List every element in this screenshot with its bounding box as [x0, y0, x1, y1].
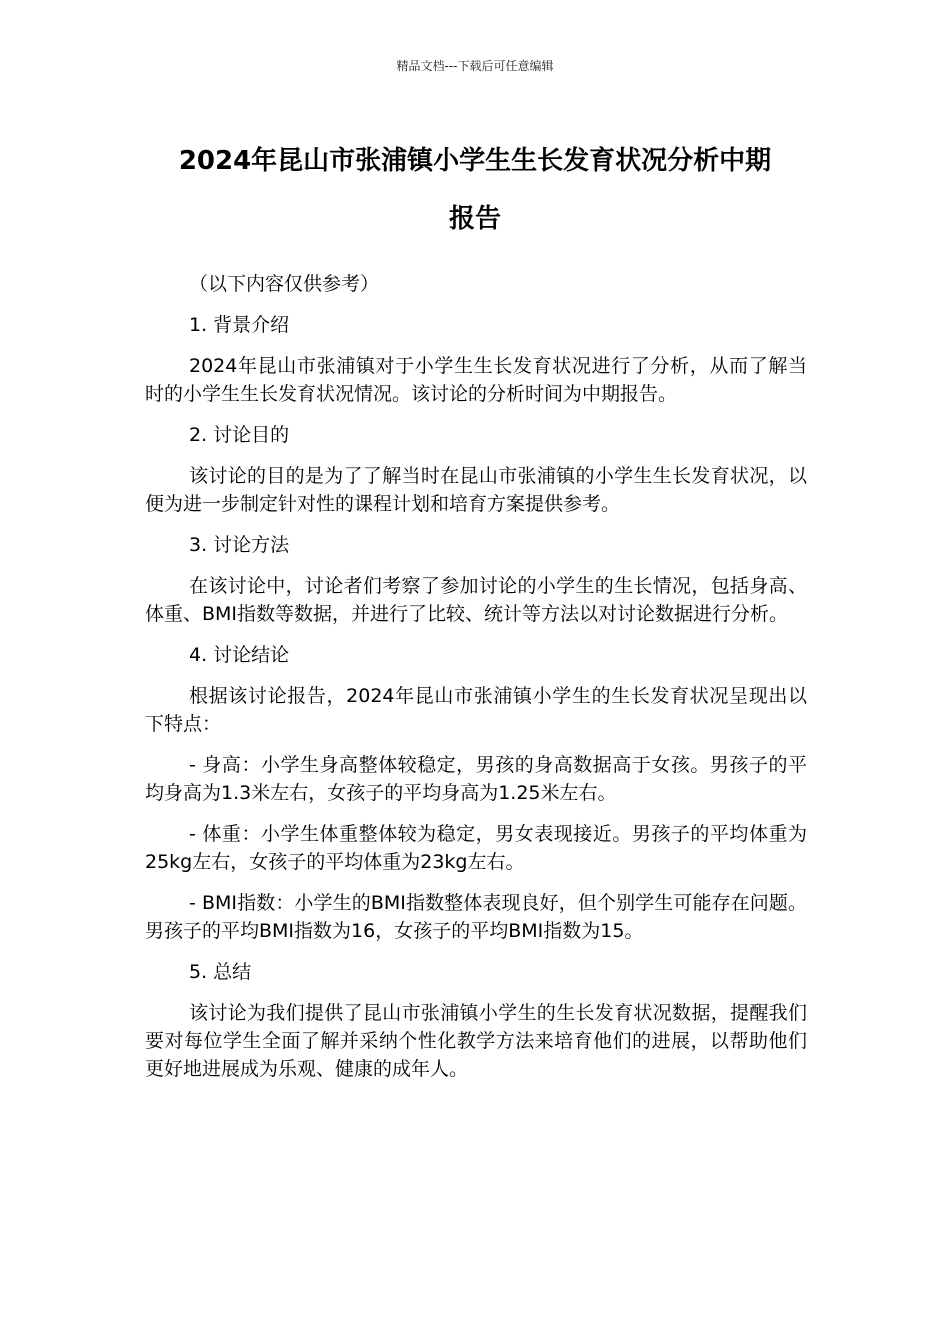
conclusion-weight-item: - 体重：小学生体重整体较为稳定，男女表现接近。男孩子的平均体重为25kg左右，女孩子的平均体重为23kg左右。 [145, 823, 807, 873]
background-paragraph: 2024年昆山市张浦镇对于小学生生长发育状况进行了分析，从而了解当时的小学生生长发育状况情况。该讨论的分析时间为中期报告。 [145, 355, 807, 405]
conclusion-height-item: - 身高：小学生身高整体较稳定，男孩的身高数据高于女孩。男孩子的平均身高为1.3米左右，女孩子的平均身高为1.25米左右。 [145, 754, 807, 804]
purpose-paragraph: 该讨论的目的是为了了解当时在昆山市张浦镇的小学生生长发育状况，以便为进一步制定针对性的课程计划和培育方案提供参考。 [145, 465, 807, 515]
summary-paragraph: 该讨论为我们提供了昆山市张浦镇小学生的生长发育状况数据，提醒我们要对每位学生全面了解并采纳个性化教学方法来培育他们的进展，以帮助他们更好地进展成为乐观、健康的成年人。 [145, 1002, 807, 1080]
document-title-line-1: 2024年昆山市张浦镇小学生生长发育状况分析中期 [178, 146, 772, 176]
section-heading-summary: 5. 总结 [189, 961, 252, 983]
section-heading-conclusion: 4. 讨论结论 [189, 644, 290, 666]
disclaimer-note: （以下内容仅供参考） [189, 273, 380, 295]
section-heading-purpose: 2. 讨论目的 [189, 424, 290, 446]
header-note: 精品文档---下载后可任意编辑 [396, 59, 554, 73]
document-body [145, 270, 807, 1096]
document-title-line-2: 报告 [448, 204, 501, 234]
section-heading-background: 1. 背景介绍 [189, 314, 290, 336]
conclusion-intro-paragraph: 根据该讨论报告，2024年昆山市张浦镇小学生的生长发育状况呈现出以下特点： [145, 685, 807, 735]
section-heading-method: 3. 讨论方法 [189, 534, 290, 556]
document-title [140, 132, 810, 248]
method-paragraph: 在该讨论中，讨论者们考察了参加讨论的小学生的生长情况，包括身高、体重、BMI指数等数据，并进行了比较、统计等方法以对讨论数据进行分析。 [145, 575, 807, 625]
conclusion-bmi-item: - BMI指数：小学生的BMI指数整体表现良好，但个别学生可能存在问题。男孩子的平均BMI指数为16，女孩子的平均BMI指数为15。 [145, 892, 807, 942]
